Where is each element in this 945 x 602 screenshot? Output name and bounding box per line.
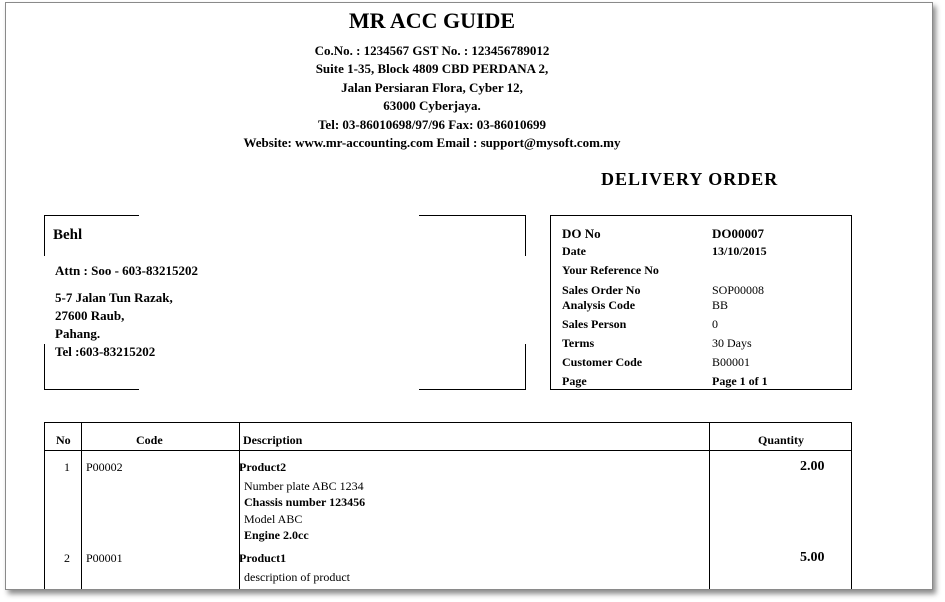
column-header-code: Code: [136, 433, 163, 447]
info-label-page: Page: [562, 374, 587, 388]
customer-address-line-2: 27600 Raub,: [55, 308, 125, 323]
customer-address-line-3: Pahang.: [55, 326, 101, 341]
table-column-divider: [709, 423, 710, 590]
info-label-reference-no: Your Reference No: [562, 263, 659, 277]
info-label-do-no: DO No: [562, 226, 601, 241]
table-header-divider: [45, 450, 851, 451]
company-address-line-2: Jalan Persiaran Flora, Cyber 12,: [341, 80, 523, 95]
column-header-no: No: [56, 433, 71, 447]
company-phone-fax: Tel: 03-86010698/97/96 Fax: 03-86010699: [317, 117, 547, 132]
info-value-terms: 30 Days: [712, 336, 752, 350]
info-label-terms: Terms: [562, 336, 595, 350]
column-header-quantity: Quantity: [758, 433, 805, 447]
company-registration: Co.No. : 1234567 GST No. : 123456789012: [314, 43, 550, 58]
bracket-corner: [419, 344, 526, 390]
row-detail-line: Model ABC: [244, 512, 303, 526]
row-no: 1: [64, 460, 70, 474]
info-value-customer-code: B00001: [712, 355, 751, 369]
info-label-sales-person: Sales Person: [562, 317, 627, 331]
info-label-sales-order-no: Sales Order No: [562, 283, 641, 297]
company-website-email: Website: www.mr-accounting.com Email : support@mysoft.com.my: [243, 135, 621, 150]
info-value-do-no: DO00007: [712, 226, 764, 241]
row-quantity: 5.00: [800, 550, 825, 565]
document-title: DELIVERY ORDER: [601, 169, 779, 189]
info-value-analysis-code: BB: [712, 298, 729, 312]
row-quantity: 2.00: [800, 459, 825, 474]
customer-name: Behl: [53, 227, 83, 243]
row-no: 2: [64, 551, 70, 565]
company-name: MR ACC GUIDE: [348, 8, 516, 33]
info-value-sales-person: 0: [712, 317, 718, 331]
row-description: Product2: [239, 460, 287, 474]
row-code: P00002: [86, 460, 123, 474]
bracket-corner: [419, 215, 526, 256]
column-header-description: Description: [243, 433, 303, 447]
table-column-divider: [81, 423, 82, 590]
info-label-date: Date: [562, 244, 586, 258]
row-description: Product1: [239, 551, 287, 565]
customer-attention: Attn : Soo - 603-83215202: [55, 263, 198, 278]
delivery-order-page: [5, 2, 933, 590]
company-address-line-3: 63000 Cyberjaya.: [383, 98, 481, 113]
row-detail-line: description of product: [244, 570, 350, 584]
info-value-date: 13/10/2015: [712, 244, 767, 258]
info-label-analysis-code: Analysis Code: [562, 298, 636, 312]
items-table: [44, 422, 852, 590]
info-value-sales-order-no: SOP00008: [712, 283, 765, 297]
row-code: P00001: [86, 551, 123, 565]
row-detail-line: Engine 2.0cc: [244, 528, 309, 542]
row-detail-line: Number plate ABC 1234: [244, 479, 364, 493]
info-value-page: Page 1 of 1: [712, 374, 768, 388]
company-address-line-1: Suite 1-35, Block 4809 CBD PERDANA 2,: [315, 61, 549, 76]
customer-tel: Tel :603-83215202: [55, 344, 156, 359]
row-detail-line: Chassis number 123456: [244, 495, 366, 509]
customer-address-line-1: 5-7 Jalan Tun Razak,: [55, 290, 173, 305]
info-label-customer-code: Customer Code: [562, 355, 643, 369]
